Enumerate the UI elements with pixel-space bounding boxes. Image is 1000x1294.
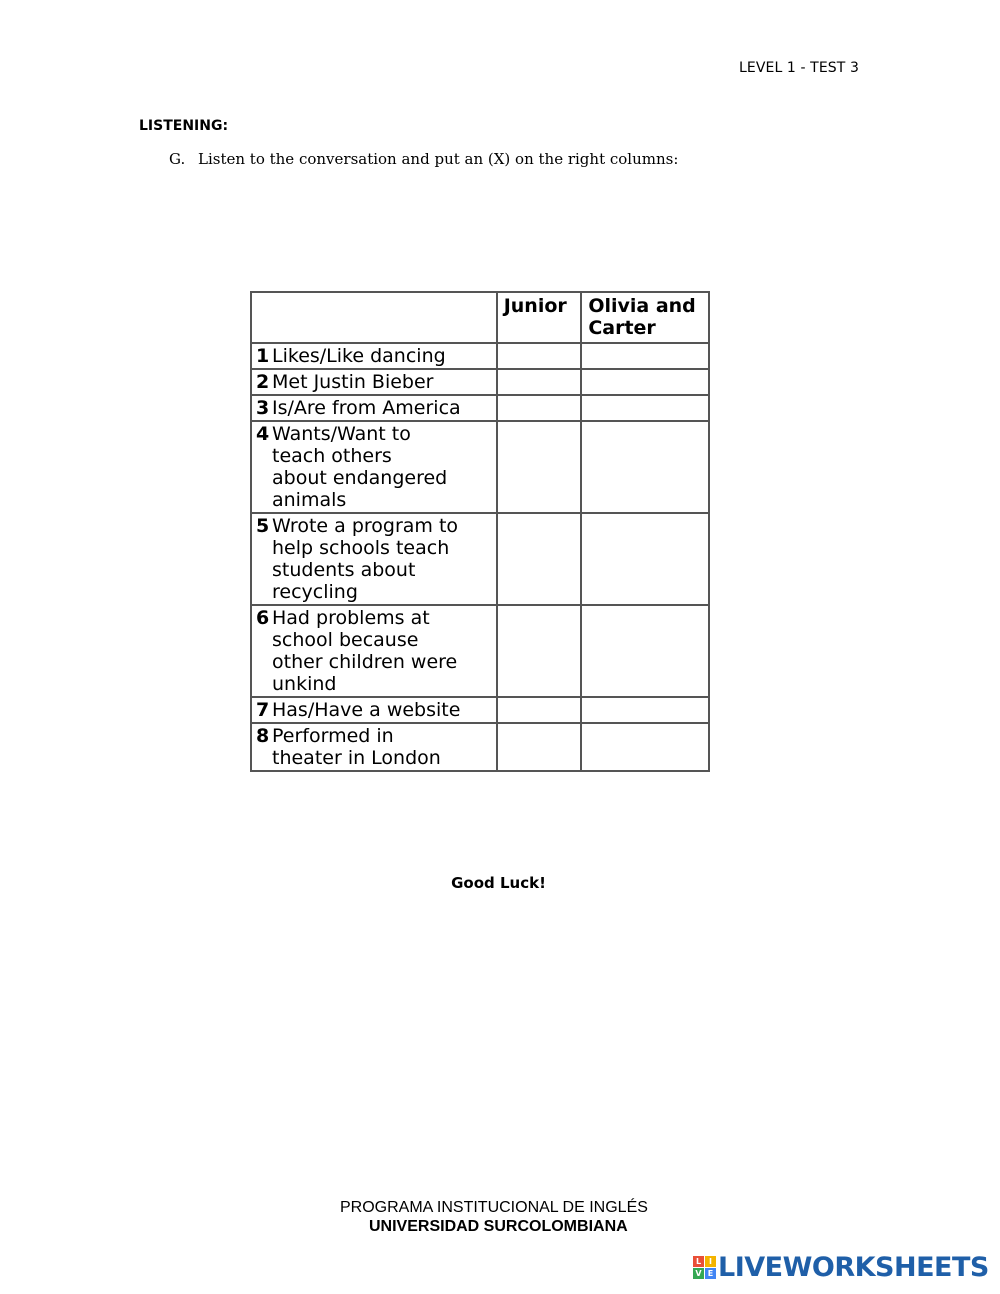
item-text: Is/Are from America — [272, 397, 461, 419]
logo-tile: E — [705, 1268, 716, 1279]
item-text: Performed in theater in London — [272, 725, 441, 769]
item-number: 4 — [256, 423, 270, 445]
item-text: Has/Have a website — [272, 699, 461, 721]
item-number: 8 — [256, 725, 270, 747]
item-cell — [251, 395, 497, 421]
olivia-carter-answer-cell[interactable] — [581, 513, 709, 605]
table-row — [251, 513, 709, 605]
logo-tile: L — [693, 1256, 704, 1267]
item-cell — [251, 369, 497, 395]
olivia-carter-answer-cell[interactable] — [581, 395, 709, 421]
olivia-carter-answer-cell[interactable] — [581, 605, 709, 697]
logo-tile: V — [693, 1268, 704, 1279]
table-header-row — [251, 292, 709, 343]
level-test-label: LEVEL 1 - TEST 3 — [739, 60, 859, 76]
olivia-carter-answer-cell[interactable] — [581, 421, 709, 513]
item-number: 2 — [256, 371, 270, 393]
olivia-carter-answer-cell[interactable] — [581, 723, 709, 771]
table-row — [251, 343, 709, 369]
header-olivia-carter-label: Olivia and Carter — [588, 295, 696, 339]
table-row — [251, 421, 709, 513]
junior-answer-cell[interactable] — [497, 697, 582, 723]
junior-answer-cell[interactable] — [497, 723, 582, 771]
footer-program: PROGRAMA INSTITUCIONAL DE INGLÉS — [340, 1199, 648, 1216]
junior-answer-cell[interactable] — [497, 369, 582, 395]
olivia-carter-answer-cell[interactable] — [581, 697, 709, 723]
liveworksheets-logo-icon — [693, 1256, 716, 1279]
item-cell — [251, 605, 497, 697]
good-luck: Good Luck! — [451, 874, 546, 892]
header-cell-empty — [251, 292, 497, 343]
junior-answer-cell[interactable] — [497, 343, 582, 369]
table-row — [251, 369, 709, 395]
header-cell-olivia-carter — [581, 292, 709, 343]
junior-answer-cell[interactable] — [497, 605, 582, 697]
junior-answer-cell[interactable] — [497, 513, 582, 605]
junior-answer-cell[interactable] — [497, 395, 582, 421]
table-row — [251, 605, 709, 697]
instruction-letter: G. — [169, 150, 186, 168]
footer-university: UNIVERSIDAD SURCOLOMBIANA — [369, 1218, 628, 1235]
item-text: Likes/Like dancing — [272, 345, 446, 367]
instruction-text: Listen to the conversation and put an (X) on the right columns: — [198, 150, 679, 168]
item-number: 5 — [256, 515, 270, 537]
item-cell — [251, 513, 497, 605]
item-cell — [251, 343, 497, 369]
junior-answer-cell[interactable] — [497, 421, 582, 513]
item-text: Wrote a program to help schools teach students about recycling — [272, 515, 459, 603]
section-title: LISTENING: — [139, 118, 229, 134]
header-cell-junior: Junior — [497, 292, 582, 343]
item-cell — [251, 421, 497, 513]
table-row — [251, 723, 709, 771]
item-cell — [251, 697, 497, 723]
item-number: 6 — [256, 607, 270, 629]
liveworksheets-brand[interactable] — [693, 1250, 989, 1284]
item-text: Had problems at school because other children were unkind — [272, 607, 458, 695]
brand-name: LIVEWORKSHEETS — [718, 1251, 989, 1283]
item-text: Wants/Want to teach others about endangered animals — [272, 423, 448, 511]
table-row — [251, 395, 709, 421]
olivia-carter-answer-cell[interactable] — [581, 343, 709, 369]
answer-table — [250, 291, 710, 772]
table-row — [251, 697, 709, 723]
item-cell — [251, 723, 497, 771]
item-number: 7 — [256, 699, 270, 721]
logo-tile: I — [705, 1256, 716, 1267]
item-number: 1 — [256, 345, 270, 367]
olivia-carter-answer-cell[interactable] — [581, 369, 709, 395]
item-text: Met Justin Bieber — [272, 371, 434, 393]
item-number: 3 — [256, 397, 270, 419]
instruction — [169, 150, 678, 168]
